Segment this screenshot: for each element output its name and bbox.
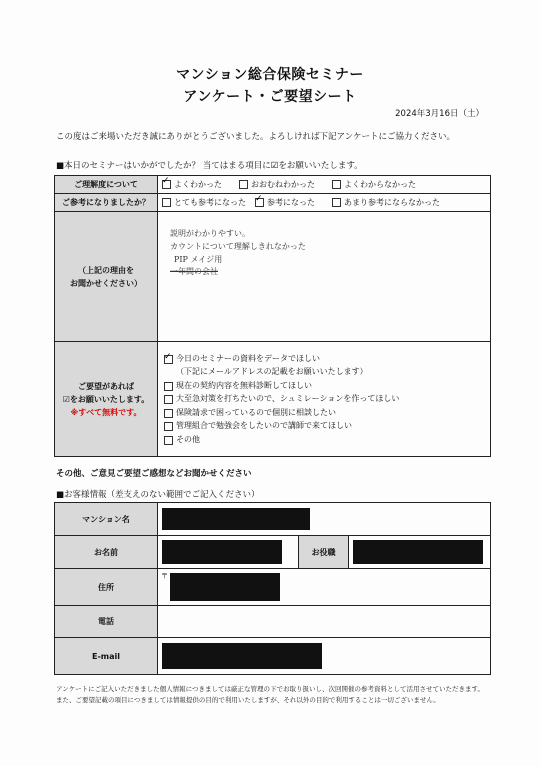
handwritten-line-4: 一年間の会社 [170, 267, 218, 276]
label-phone: 電話 [55, 606, 158, 638]
phone-field[interactable] [158, 606, 491, 638]
requests-options [158, 342, 491, 457]
understanding-options [158, 176, 491, 194]
redacted-block [353, 540, 483, 564]
row-label-reason: （上記の理由を お聞かせください） [55, 212, 158, 342]
checked-checkbox-icon [162, 180, 171, 189]
option-very-useful[interactable]: とても参考になった [162, 197, 255, 208]
name-field[interactable] [158, 536, 299, 569]
label-position: お役職 [299, 536, 349, 569]
document-subtitle: アンケート・ご要望シート [183, 89, 357, 105]
redacted-block [162, 643, 322, 669]
label-email: E-mail [55, 638, 158, 675]
email-field[interactable] [158, 638, 491, 675]
checkbox-icon [332, 180, 341, 189]
redacted-block [170, 573, 280, 601]
survey-date: 2024年3月16日（土） [395, 109, 484, 119]
footer-note-2: また、ご要望記載の項目につきましては情報提供の目的で利用いたしますが、それ以外の目的で利用することは一切ございません。 [56, 696, 440, 704]
position-field[interactable] [349, 536, 491, 569]
option-not-very-useful[interactable]: あまり参考にならなかった [332, 197, 440, 208]
request-option-other[interactable]: その他 [164, 433, 484, 447]
request-option-lecture[interactable]: 管理組合で勉強会をしたいので講師で来てほしい [164, 419, 484, 433]
usefulness-options [158, 194, 491, 212]
footer-note-1: アンケートにご記入いただきました個人情報につきましては厳正な管理の下でお取り扱いし、次回開催の参考資料として活用させていただきます。 [56, 685, 484, 693]
customer-info-table [54, 502, 491, 675]
checkbox-icon [239, 180, 248, 189]
request-option-diagnosis[interactable]: 現在の契約内容を無料診断してほしい [164, 379, 484, 393]
row-label-usefulness: ご参考になりましたか？ [55, 194, 158, 212]
option-useful[interactable]: ✓ 参考になった [255, 197, 332, 208]
option-understood-well[interactable]: ✓ よくわかった [162, 179, 239, 190]
mansion-name-field[interactable] [158, 503, 491, 536]
survey-table [54, 175, 491, 457]
checkbox-icon [332, 198, 341, 207]
handwritten-line-1: 説明がわかりやすい。 [170, 229, 250, 238]
checkbox-icon [162, 198, 171, 207]
label-mansion-name: マンション名 [55, 503, 158, 536]
postal-mark: 〒 [161, 572, 168, 580]
checked-checkbox-icon [164, 355, 173, 364]
checkbox-icon [164, 436, 173, 445]
request-option-data-note: （下記にメールアドレスの記載をお願いいたします） [176, 367, 368, 377]
handwritten-line-3: PIP メイジ用 [174, 255, 223, 264]
redacted-block [162, 540, 282, 564]
question-1: ■本日のセミナーはいかがでしたか？ 当てはまる項目に☑をお願いいたします。 [56, 161, 363, 171]
redacted-block [162, 508, 310, 530]
row-label-requests: ご要望があれば ☑をお願いいたします。 ※すべて無料です。 [55, 342, 158, 457]
intro-text: この度はご来場いただき誠にありがとうございました。よろしければ下記アンケートにご協力ください。 [56, 132, 455, 142]
option-mostly-understood[interactable]: おおむねわかった [239, 179, 332, 190]
option-not-understood[interactable]: よくわからなかった [332, 179, 416, 190]
request-option-data[interactable]: ✓ 今日のセミナーの資料をデータでほしい [164, 352, 484, 366]
row-label-understanding: ご理解度について [55, 176, 158, 194]
document-title: マンション総合保険セミナー [176, 67, 364, 83]
comments-prompt: その他、ご意見ご要望ご感想などお聞かせください [56, 469, 252, 479]
checkbox-icon [164, 422, 173, 431]
free-note: ※すべて無料です。 [70, 407, 142, 417]
checkbox-icon [164, 409, 173, 418]
label-name: お名前 [55, 536, 158, 569]
checkbox-icon [164, 382, 173, 391]
checked-checkbox-icon [255, 198, 264, 207]
request-option-claims[interactable]: 保険請求で困っているので個別に相談したい [164, 406, 484, 420]
address-field[interactable] [158, 569, 491, 606]
handwritten-line-2: カウントについて理解しきれなかった [170, 242, 306, 251]
checkbox-icon [164, 395, 173, 404]
customer-info-heading: ■お客様情報（差支えのない範囲でご記入ください） [56, 490, 260, 500]
request-option-simulation[interactable]: 大至急対策を打ちたいので、シュミレーションを作ってほしい [164, 392, 484, 406]
label-address: 住所 [55, 569, 158, 606]
